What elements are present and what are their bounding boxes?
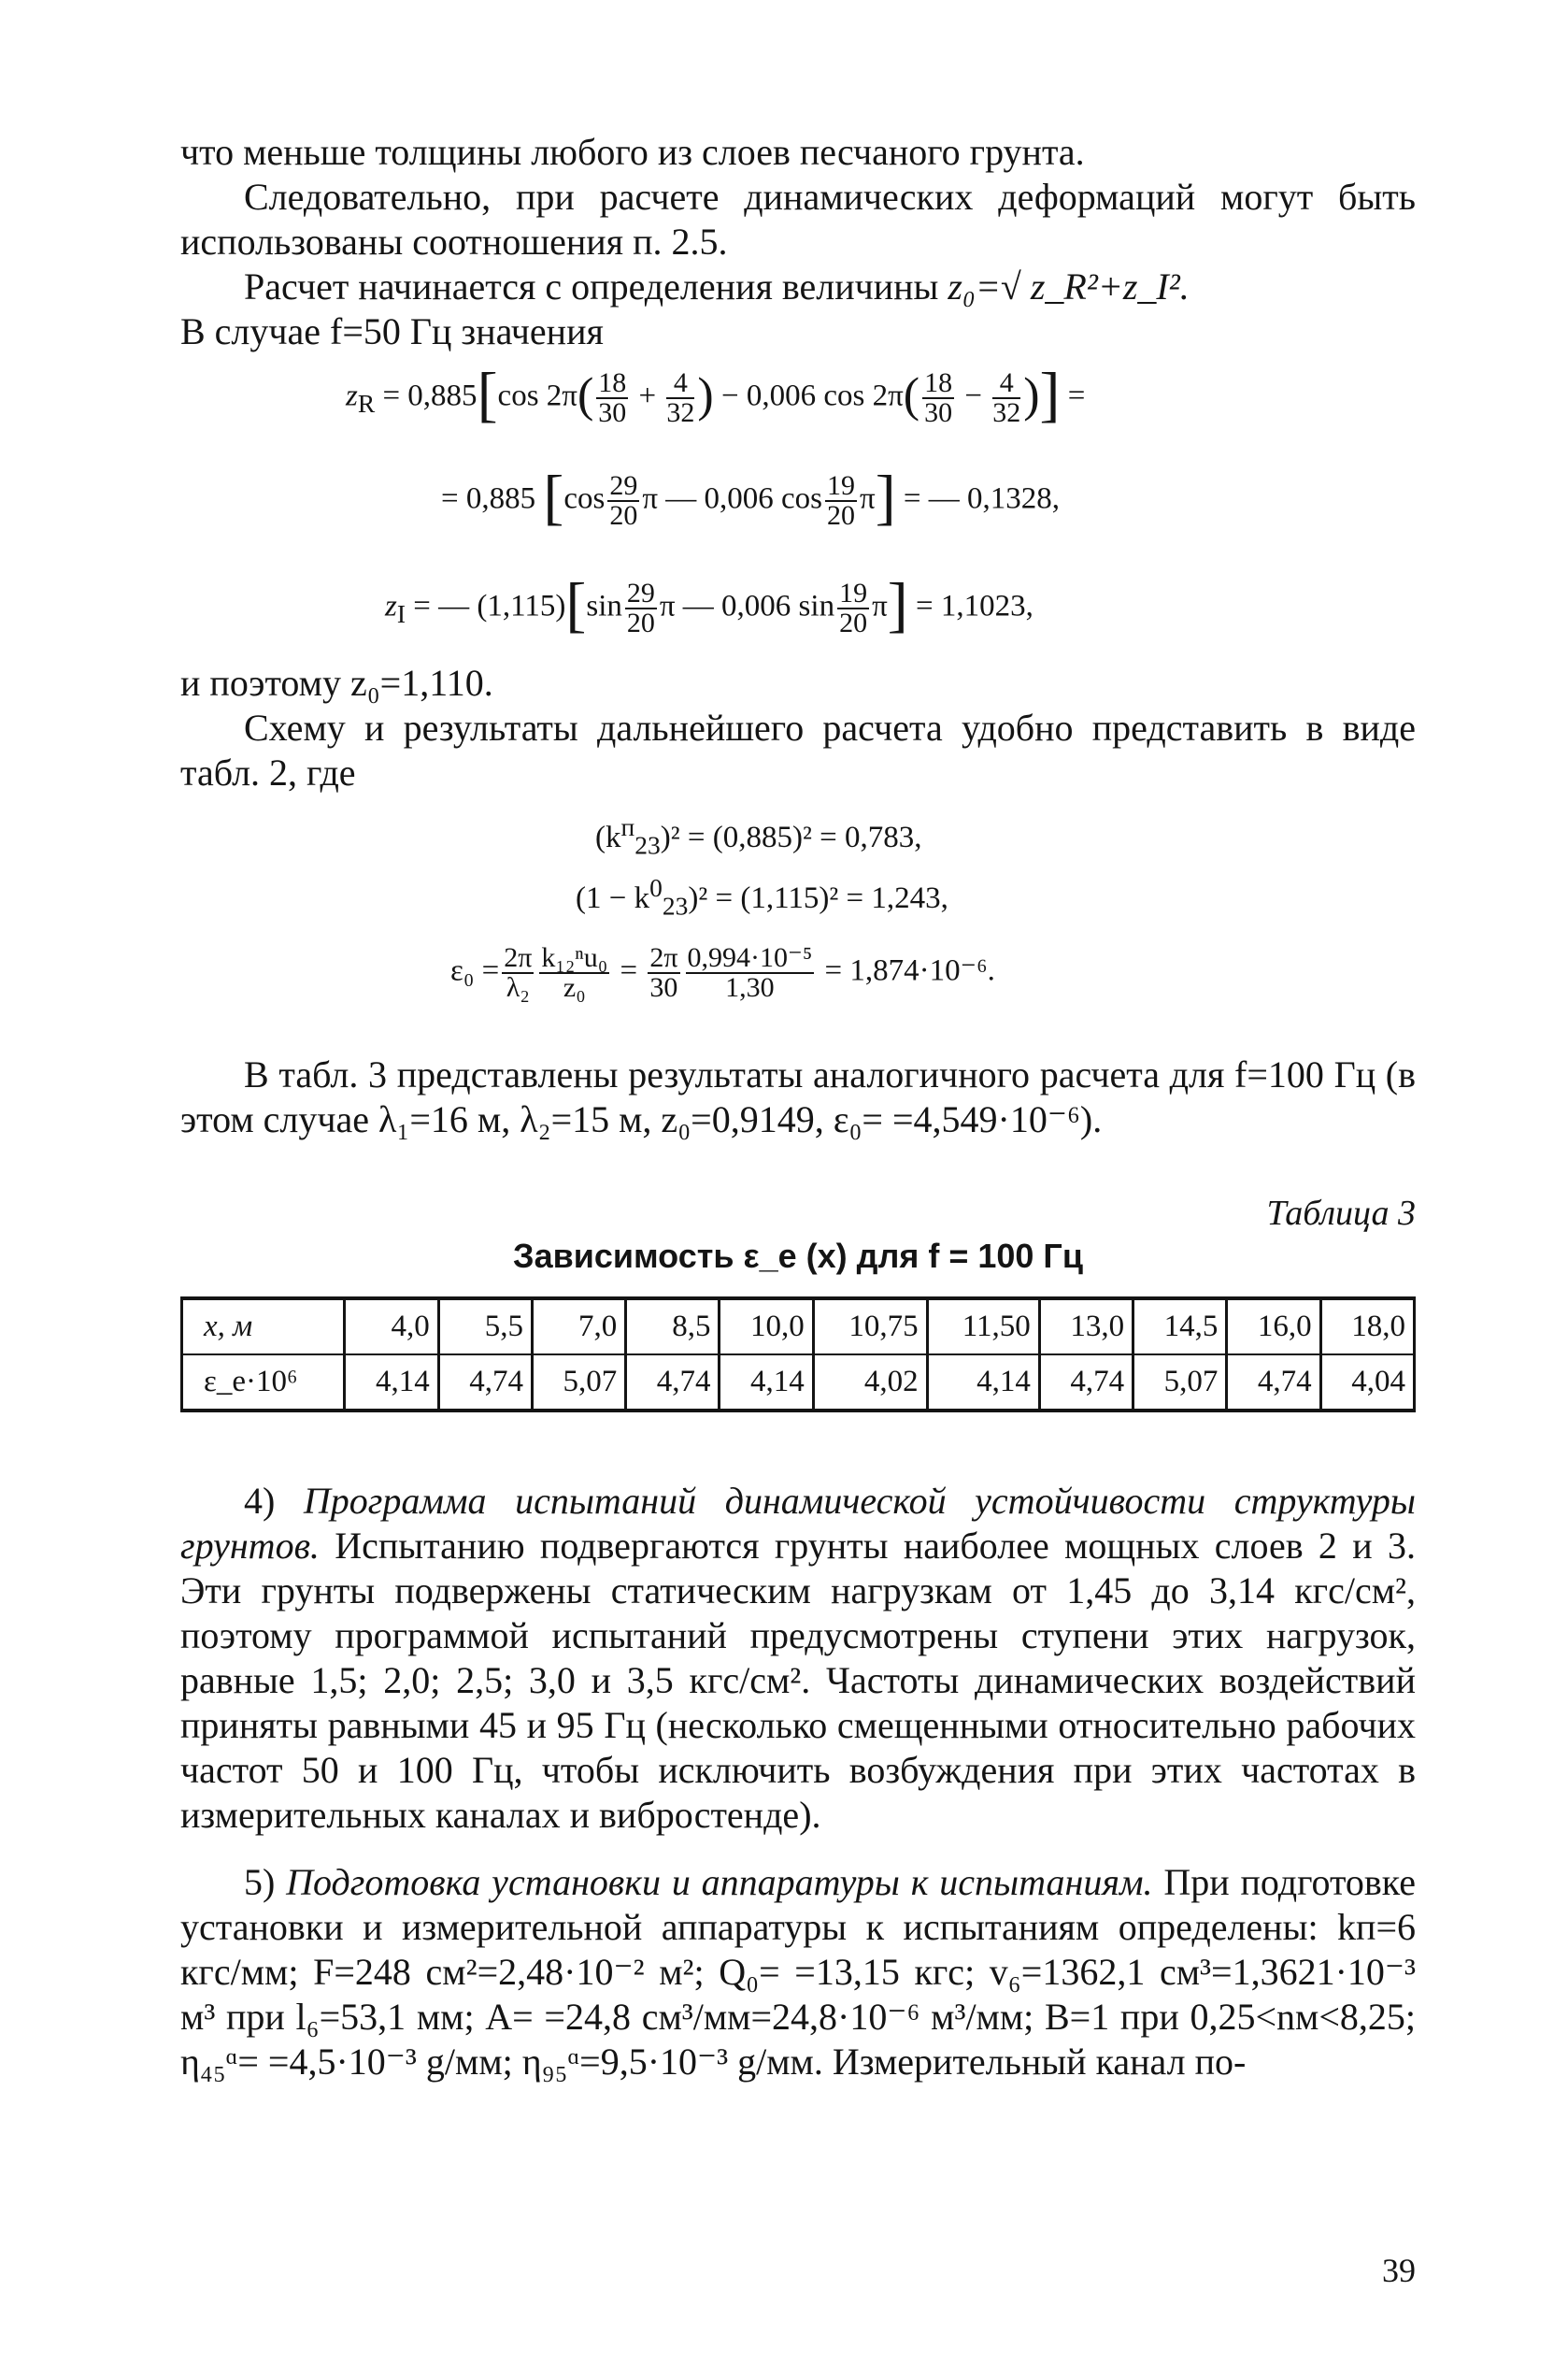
- zr2-cos: cos: [563, 481, 606, 516]
- paragraph-f50: В случае f=50 Гц значения: [180, 310, 604, 352]
- table-row-x: [182, 1298, 1415, 1354]
- k230-sup: 0: [649, 873, 663, 902]
- zr-equals: =: [1060, 379, 1086, 413]
- section-5: [180, 1860, 1416, 2084]
- frac-2pi-30: $\frac{2\pi}{30}$: [649, 942, 678, 1003]
- row-header-eps: ε_e·10⁶: [182, 1354, 345, 1411]
- zr2-mid: π — 0,006 cos: [642, 481, 823, 516]
- zr2-pi: π: [860, 481, 876, 516]
- table-label: Таблица 3: [1266, 1194, 1416, 1233]
- zr-subscript: R: [357, 389, 376, 419]
- k230-value: )² = (1,115)² = 1,243,: [688, 881, 948, 915]
- section-5-number: 5): [244, 1861, 287, 1903]
- frac-4-32: $\frac{4}{32}$: [666, 367, 695, 428]
- table-cell: 4,74: [438, 1354, 532, 1411]
- eps-equals: =: [612, 953, 646, 988]
- page-number: 39: [1382, 2252, 1416, 2289]
- section-4-body: Испытанию подвергаются грунты наиболее мощных слоев 2 и 3. Эти грунты подвержены статическим нагрузкам от 1,45 до 3,14 кгс/см², поэтому программой испытаний предусмотрены ступени этих нагрузок, равные 1,5; 2,0; 2,5; 3,0 и 3,5 кгс/см². Частоты динамических воздействий приняты равными 45 и 95 Гц (несколько смещенными относительно рабочих частот 50 и 100 Гц, чтобы исключить возбуждения при этих частотах в измерительных каналах и вибростенде).: [180, 1525, 1416, 1836]
- k23-value: )² = (0,885)² = 0,783,: [660, 821, 922, 854]
- section-4-heading: Программа испытаний динамической устойчивости структуры грунтов.: [180, 1480, 1416, 1567]
- zr-symbol: z: [346, 379, 358, 413]
- zr-minus: −: [957, 379, 991, 413]
- section-4-number: 4): [244, 1480, 304, 1522]
- frac-2pi-lambda2: $\frac{2\pi}{\text{λ₂}}$: [504, 942, 533, 1003]
- zi-mid: π — 0,006 sin: [659, 589, 835, 623]
- zi-subscript: I: [396, 599, 406, 629]
- table-cell: 4,74: [1227, 1354, 1320, 1411]
- frac-18-30: $\frac{18}{30}$: [598, 367, 627, 428]
- zr-cos2: − 0,006 cos 2π: [713, 379, 904, 413]
- table-cell: 4,02: [813, 1354, 927, 1411]
- section-4: [180, 1479, 1416, 1838]
- table-cell: 8,5: [626, 1298, 720, 1354]
- zi-symbol: z: [385, 589, 397, 623]
- section-5-body: При подготовке установки и измерительной аппаратуры к испытаниям определены: kп=6 кгс/мм; F=248 см²=2,48·10⁻² м²; Q₀= =13,15 кгс; v₆=1362,1 см³=1,3621·10⁻³ м³ при l₆=53,1 мм; A= =24,8 см³/мм=24,8·10⁻⁶ м³/мм; B=1 при 0,25<nм<8,25; η₄₅ᵅ= =4,5·10⁻³ g/мм; η₉₅ᵅ=9,5·10⁻³ g/мм. Измерительный канал по-: [180, 1861, 1416, 2083]
- table-cell: 5,07: [532, 1354, 625, 1411]
- table-cell: 4,74: [1039, 1354, 1133, 1411]
- table-cell: 10,0: [720, 1298, 813, 1354]
- section-5-heading: Подготовка установки и аппаратуры к испытаниям.: [286, 1861, 1153, 1903]
- table-cell: 18,0: [1320, 1298, 1414, 1354]
- table-cell: 4,0: [345, 1298, 438, 1354]
- zi-sin1: sin: [586, 589, 622, 623]
- frac-19-20: $\frac{19}{20}$: [827, 470, 856, 531]
- table-cell: 4,04: [1320, 1354, 1414, 1411]
- k23-sup: п: [620, 812, 635, 841]
- formula-k23-n: [595, 809, 921, 865]
- table-cell: 5,07: [1133, 1354, 1227, 1411]
- zr-plus: +: [631, 379, 664, 413]
- zr-coef: = 0,885: [375, 379, 478, 413]
- zi-result: = 1,1023,: [907, 589, 1033, 623]
- calc-start-text: Расчет начинается с определения величины: [244, 265, 948, 308]
- k23-sub: 23: [634, 830, 661, 860]
- k23-open: (k: [595, 821, 621, 854]
- table-cell: 4,14: [720, 1354, 813, 1411]
- table-title: Зависимость ε_e (x) для f = 100 Гц: [513, 1237, 1083, 1275]
- frac-19-20-zi: $\frac{19}{20}$: [839, 578, 868, 638]
- zr-cos1: cos 2π: [497, 379, 577, 413]
- table-cell: 4,14: [345, 1354, 438, 1411]
- eps-symbol: ε₀ =: [450, 953, 500, 988]
- paragraph-consequently: Следовательно, при расчете динамических деформаций могут быть использованы соотношения п. 2.5.: [180, 176, 1416, 263]
- paragraph-schema: Схему и результаты дальнейшего расчета удобно представить в виде табл. 2, где: [180, 707, 1416, 794]
- table-cell: 14,5: [1133, 1298, 1227, 1354]
- zr2-coef: = 0,885: [441, 481, 536, 516]
- table-cell: 11,50: [927, 1298, 1039, 1354]
- row-header-x: x, м: [182, 1298, 345, 1354]
- eps-result: = 1,874·10⁻⁶.: [817, 953, 995, 988]
- zi-coef: = — (1,115): [406, 589, 566, 623]
- frac-18-30-b: $\frac{18}{30}$: [924, 367, 953, 428]
- frac-29-20: $\frac{29}{20}$: [609, 470, 638, 531]
- zr2-result: = — 0,1328,: [895, 481, 1061, 516]
- frac-k12u0-z0: $\frac{\text{k₁₂ⁿu₀}}{\text{z₀}}$: [541, 942, 608, 1003]
- zi-pi: π: [872, 589, 888, 623]
- k230-sub: 23: [662, 891, 689, 921]
- frac-0994-130: $\frac{\text{0,994·10⁻⁵}}{1,30}$: [687, 942, 813, 1003]
- formula-zr-line2: = 0,885 [cos $\frac{29}{20}$ π — 0,006 cos $\frac{19}{20}$ π] = — 0,1328,: [441, 463, 1061, 532]
- formula-eps0: [450, 944, 995, 1002]
- data-table: [180, 1296, 1416, 1412]
- paragraph-table3-intro: В табл. 3 представлены результаты аналогичного расчета для f=100 Гц (в этом случае λ₁=16 м, λ₂=15 м, z₀=0,9149, ε₀= =4,549·10⁻⁶).: [180, 1053, 1416, 1140]
- frac-29-20-zi: $\frac{29}{20}$: [626, 578, 655, 638]
- table-cell: 4,74: [626, 1354, 720, 1411]
- paragraph-calc-start: [180, 265, 1416, 309]
- paragraph-continuation: что меньше толщины любого из слоев песчаного грунта.: [180, 131, 1085, 173]
- formula-zi: $z_I$ = — (1,115)[sin $\frac{29}{20}$ π — 0,006 sin $\frac{19}{20}$ π] = 1,1023,: [385, 570, 1033, 639]
- table-cell: 10,75: [813, 1298, 927, 1354]
- k230-open: (1 − k: [576, 881, 650, 915]
- z0-definition: z₀=√ z_R²+z_I².: [948, 265, 1190, 308]
- table-cell: 16,0: [1227, 1298, 1320, 1354]
- formula-k23-0: [576, 869, 948, 925]
- table-cell: 5,5: [438, 1298, 532, 1354]
- formula-zr-line1: $z_R = 0,885[\cos$ 2π( $\frac{18}{30}$ + $\frac{4}{32}$ ) − 0,006 cos 2π( $\frac{18}{30}$ − $\frac{4}{32}$ )] =: [346, 360, 1086, 429]
- table-cell: 13,0: [1039, 1298, 1133, 1354]
- frac-4-32-b: $\frac{4}{32}$: [992, 367, 1021, 428]
- table-cell: 4,14: [927, 1354, 1039, 1411]
- paragraph-z0-result: и поэтому z₀=1,110.: [180, 662, 493, 704]
- table-row-eps: [182, 1354, 1415, 1411]
- table-cell: 7,0: [532, 1298, 625, 1354]
